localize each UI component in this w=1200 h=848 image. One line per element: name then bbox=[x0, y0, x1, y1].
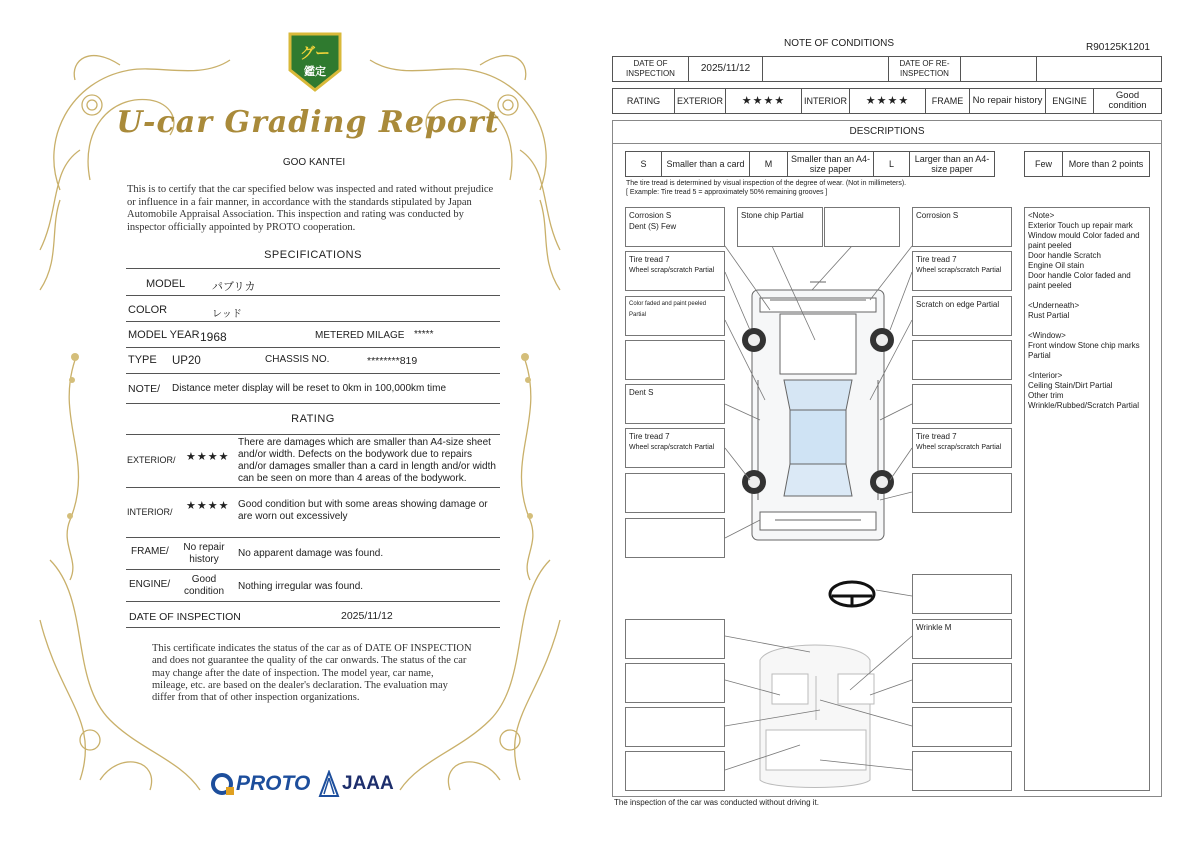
box-interior-left-2 bbox=[625, 663, 725, 703]
goo-kantei-badge bbox=[286, 30, 344, 94]
date-inspection-value: 2025/11/12 bbox=[689, 57, 763, 82]
note-line: Rust Partial bbox=[1028, 311, 1070, 320]
legend-l-text: Larger than an A4-size paper bbox=[910, 152, 995, 177]
jaaa-logo bbox=[318, 770, 394, 798]
rating-label: RATING bbox=[613, 89, 675, 114]
year-value: 1968 bbox=[200, 330, 227, 344]
box-right-empty-2 bbox=[912, 384, 1012, 424]
frame-text: No apparent damage was found. bbox=[238, 548, 384, 559]
notes-list bbox=[1028, 211, 1146, 411]
badge-bottom-text: 鑑定 bbox=[304, 65, 326, 78]
tire-rear-right-wheel: Wheel scrap/scratch Partial bbox=[916, 444, 1002, 451]
box-right-empty-1 bbox=[912, 340, 1012, 380]
box-tire-rear-left bbox=[625, 428, 725, 468]
tire-rear-left-wheel: Wheel scrap/scratch Partial bbox=[629, 444, 715, 451]
legend-few: Few bbox=[1025, 152, 1063, 177]
note-line: Door handle Scratch bbox=[1028, 251, 1101, 260]
note-line: Other trim bbox=[1028, 391, 1064, 400]
interior-text: Good condition but with some areas showing damage or are worn out excessively bbox=[238, 499, 488, 522]
box-left-empty-3 bbox=[625, 518, 725, 558]
notes-panel bbox=[1024, 207, 1150, 791]
note-line: Door handle Color faded and paint peeled bbox=[1028, 271, 1131, 290]
interior-stars: ★★★★ bbox=[186, 500, 230, 512]
model-value: パブリカ bbox=[212, 281, 256, 293]
frame-label: FRAME/ bbox=[131, 546, 169, 557]
exterior-label: EXTERIOR bbox=[675, 89, 726, 114]
chassis-value: ********819 bbox=[367, 355, 418, 367]
color-label: COLOR bbox=[128, 304, 168, 316]
tire-rear-left-tread: Tire tread 7 bbox=[629, 432, 670, 441]
proto-logo-text: PROTO bbox=[236, 772, 311, 795]
box-left-door: Dent S bbox=[625, 384, 725, 424]
rating-row-engine bbox=[126, 570, 500, 602]
rating-row-frame bbox=[126, 538, 500, 570]
conditions-title: NOTE OF CONDITIONS bbox=[784, 38, 894, 49]
box-interior-right-4 bbox=[912, 751, 1012, 791]
disclaimer-text: This certificate indicates the status of the car as of DATE OF INSPECTION and does not guarantee the quality of the car onwards. The status of the car may change after the date of inspection. The model year, car name, mileage, etc. are based on the dealer's declaration. The evaluation may differ from that of other inspection organizations. bbox=[152, 643, 472, 704]
frame-value: No repair history bbox=[183, 542, 225, 565]
tire-rear-right-tread: Tire tread 7 bbox=[916, 432, 957, 441]
frame-value: No repair history bbox=[970, 89, 1046, 114]
badge-top-text: グー bbox=[299, 44, 331, 62]
proto-logo-icon bbox=[210, 771, 236, 797]
milage-value: ***** bbox=[414, 329, 434, 340]
box-tire-rear-right bbox=[912, 428, 1012, 468]
inspection-date-label: DATE OF INSPECTION bbox=[129, 611, 241, 623]
note-line: <Interior> bbox=[1028, 371, 1063, 380]
year-label: MODEL YEAR bbox=[128, 329, 200, 341]
tire-front-left-tread: Tire tread 7 bbox=[629, 255, 670, 264]
box-interior-left-1 bbox=[625, 619, 725, 659]
box-interior-left-4 bbox=[625, 751, 725, 791]
certify-text: This is to certify that the car specified below was inspected and rated without prejudice or influence in a fair manner, in accordance with the standards stipulated by Japan Automobile Appraisal Association. This inspection and rating was conducted by inspector officially appointed by PROTO cooperation. bbox=[127, 184, 494, 233]
engine-label: ENGINE/ bbox=[129, 579, 171, 590]
frame-label: FRAME bbox=[926, 89, 970, 114]
date-reinspection-label: DATE OF RE-INSPECTION bbox=[889, 57, 961, 82]
inspection-footer: The inspection of the car was conducted without driving it. bbox=[614, 798, 819, 807]
specifications-title: SPECIFICATIONS bbox=[126, 249, 500, 269]
exterior-text: There are damages which are smaller than A4-size sheet and/or width. Defects on the bodywork due to repairs and/or damages smaller than a card in length and/or width can be seen on more than 4 areas of the bodywork. bbox=[238, 437, 496, 484]
rating-title: RATING bbox=[126, 413, 500, 435]
tire-note-1: The tire tread is determined by visual inspection of the degree of wear. (Not in millimeters). bbox=[626, 180, 907, 187]
note-line: Engine Oil stain bbox=[1028, 261, 1085, 270]
note-line: Exterior Touch up repair mark bbox=[1028, 221, 1133, 230]
box-interior-left-3 bbox=[625, 707, 725, 747]
model-label: MODEL bbox=[146, 278, 186, 290]
chassis-label: CHASSIS NO. bbox=[265, 354, 330, 365]
spec-row-model bbox=[126, 270, 500, 296]
rating-row-exterior bbox=[126, 436, 500, 488]
tire-front-right-wheel: Wheel scrap/scratch Partial bbox=[916, 267, 1002, 274]
legend-s: S bbox=[626, 152, 662, 177]
steering-wheel-icon bbox=[830, 582, 874, 606]
tire-front-right-tread: Tire tread 7 bbox=[916, 255, 957, 264]
box-front-left: Corrosion S Dent (S) Few bbox=[625, 207, 725, 247]
box-steering bbox=[912, 574, 1012, 614]
spec-row-note bbox=[126, 374, 500, 404]
box-interior-right-2 bbox=[912, 663, 1012, 703]
engine-text: Nothing irregular was found. bbox=[238, 581, 364, 592]
note-line: <Note> bbox=[1028, 211, 1055, 220]
descriptions-title: DESCRIPTIONS bbox=[612, 120, 1162, 144]
box-tire-front-left bbox=[625, 251, 725, 291]
exterior-stars: ★★★★ bbox=[186, 451, 230, 463]
note-line bbox=[1028, 321, 1146, 331]
interior-label: INTERIOR/ bbox=[127, 507, 173, 517]
box-right-panel: Scratch on edge Partial bbox=[912, 296, 1012, 336]
box-front-right: Corrosion S bbox=[912, 207, 1012, 247]
note-value: Distance meter display will be reset to 0km in 100,000km time bbox=[172, 383, 447, 394]
note-label: NOTE/ bbox=[128, 383, 161, 395]
type-value: UP20 bbox=[172, 355, 201, 367]
engine-value: Good condition bbox=[1094, 89, 1162, 114]
reference-number: R90125K1201 bbox=[1086, 42, 1150, 53]
report-title: U-car Grading Report bbox=[116, 105, 500, 140]
rating-row-interior bbox=[126, 488, 500, 538]
box-interior-right-3 bbox=[912, 707, 1012, 747]
spec-row-type bbox=[126, 348, 500, 374]
tire-note-2: [ Example: Tire tread 5 = approximately 50% remaining grooves ] bbox=[626, 189, 828, 196]
note-line: Wrinkle/Rubbed/Scratch Partial bbox=[1028, 401, 1140, 410]
jaaa-logo-icon bbox=[318, 770, 340, 798]
jaaa-logo-text: JAAA bbox=[342, 773, 394, 794]
interior-label: INTERIOR bbox=[802, 89, 850, 114]
engine-label: ENGINE bbox=[1046, 89, 1094, 114]
exterior-label: EXTERIOR/ bbox=[127, 455, 176, 465]
box-left-panel: Color faded and paint peeled Partial bbox=[625, 296, 725, 336]
note-of-conditions bbox=[600, 0, 1200, 848]
note-line: <Underneath> bbox=[1028, 301, 1080, 310]
legend-few-text: More than 2 points bbox=[1063, 152, 1150, 177]
exterior-stars: ★★★★ bbox=[726, 89, 802, 114]
note-line bbox=[1028, 361, 1146, 371]
note-line: <Window> bbox=[1028, 331, 1066, 340]
report-subtitle: GOO KANTEI bbox=[282, 157, 346, 168]
inspection-date-value: 2025/11/12 bbox=[341, 610, 393, 622]
rating-row-date bbox=[126, 602, 500, 628]
engine-value: Good condition bbox=[183, 574, 225, 597]
note-line: Ceiling Stain/Dirt Partial bbox=[1028, 381, 1113, 390]
type-label: TYPE bbox=[128, 354, 157, 366]
box-tire-front-right bbox=[912, 251, 1012, 291]
legend-m: M bbox=[750, 152, 788, 177]
tire-front-left-wheel: Wheel scrap/scratch Partial bbox=[629, 267, 715, 274]
box-left-empty-1 bbox=[625, 340, 725, 380]
interior-stars: ★★★★ bbox=[850, 89, 926, 114]
legend-m-text: Smaller than an A4-size paper bbox=[788, 152, 874, 177]
note-line bbox=[1028, 291, 1146, 301]
proto-logo bbox=[210, 770, 310, 798]
date-inspection-label: DATE OF INSPECTION bbox=[613, 57, 689, 82]
note-line: Window mould Color faded and paint peeled bbox=[1028, 231, 1140, 250]
box-interior-right-1: Wrinkle M bbox=[912, 619, 1012, 659]
box-right-empty-3 bbox=[912, 473, 1012, 513]
box-left-empty-2 bbox=[625, 473, 725, 513]
legend-l: L bbox=[874, 152, 910, 177]
spec-row-color bbox=[126, 296, 500, 322]
box-front-empty bbox=[824, 207, 900, 247]
box-front-center: Stone chip Partial bbox=[737, 207, 823, 247]
color-value: レッド bbox=[212, 309, 242, 320]
milage-label: METERED MILAGE bbox=[315, 330, 405, 341]
note-line: Front window Stone chip marks Partial bbox=[1028, 341, 1140, 360]
legend-s-text: Smaller than a card bbox=[662, 152, 750, 177]
spec-row-year bbox=[126, 322, 500, 348]
